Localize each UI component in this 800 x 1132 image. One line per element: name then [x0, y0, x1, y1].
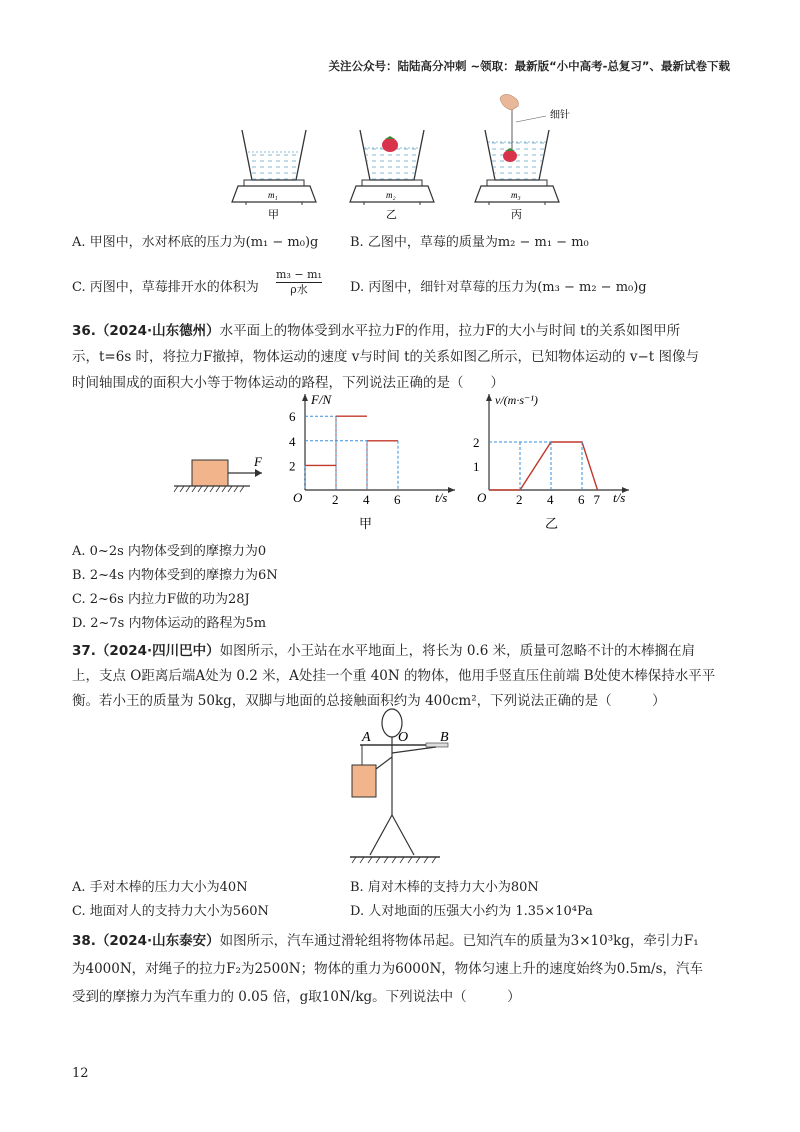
q36-line-3: 时间轴围成的面积大小等于物体运动的路程，下列说法正确的是（ ） — [72, 375, 504, 391]
q36-block-figure — [170, 450, 270, 500]
q36-option-c: C. 2~6s 内拉力F做的功为28J — [72, 592, 250, 607]
q37-option-b: B. 肩对木棒的支持力大小为80N — [350, 880, 539, 895]
q36-source: （2024·山东德州） — [95, 323, 220, 339]
yi-y-tick-label: 2 — [473, 435, 480, 450]
q37-option-d: D. 人对地面的压强大小约为 1.35×10⁴Pa — [350, 904, 593, 919]
jia-x-tick-label: 4 — [363, 492, 370, 507]
fig-label-bing: 丙 — [511, 209, 522, 221]
yi-x-tick-label: 2 — [516, 492, 523, 507]
graph-yi-xlabel: t/s — [613, 490, 626, 505]
q36-text-1: 水平面上的物体受到水平拉力F的作用，拉力F的大小与时间 t的关系如图甲所 — [219, 323, 681, 339]
graph-yi-caption: 乙 — [545, 516, 559, 531]
q37-line-1 — [72, 638, 695, 664]
jia-y-arrow — [302, 394, 308, 401]
fig-label-yi: 乙 — [386, 209, 397, 221]
q38-number: 38. — [72, 933, 96, 949]
q36-graph-yi — [465, 388, 650, 538]
graph-jia-ylabel: F/N — [311, 392, 332, 407]
yi-y-tick-label: 1 — [473, 459, 480, 474]
graph-jia-origin: O — [293, 490, 303, 505]
q35-option-b: B. 乙图中，草莓的质量为m₂ − m₁ − m₀ — [350, 235, 589, 250]
q36-graph-jia — [275, 388, 460, 538]
jia-x-arrow — [448, 487, 455, 493]
force-arrow-label: F — [254, 454, 262, 469]
graph-jia-xlabel: t/s — [435, 490, 448, 505]
label-b: B — [440, 730, 449, 745]
jia-y-tick-label: 6 — [289, 409, 296, 425]
needle-label: 细针 — [550, 110, 570, 121]
label-a: A — [362, 730, 371, 745]
jia-x-tick-label: 2 — [332, 492, 339, 507]
q37-figure — [340, 705, 460, 870]
q37-line-2: 上，支点 O距离后端A处为 0.2 米，A处挂一个重 40N 的物体，他用手竖直压住前端 B处使木棒保持水平平 — [72, 668, 716, 684]
label-o: O — [398, 730, 409, 745]
q38-line-3: 受到的摩擦力为汽车重力的 0.05 倍，g取10N/kg。下列说法中（ ） — [72, 989, 521, 1005]
yi-x-tick-label: 6 — [578, 492, 585, 507]
q36-line-2: 示，t=6s 时，将拉力F撤掉，物体运动的速度 v与时间 t的关系如图乙所示，已知物体运动的 v−t 图像与 — [72, 349, 699, 365]
q35-option-c: C. 丙图中，草莓排开水的体积为 — [72, 280, 259, 295]
graph-yi-origin: O — [477, 490, 487, 505]
jia-y-tick-label: 4 — [289, 433, 296, 449]
yi-x-tick-label: 7 — [593, 492, 600, 507]
q37-source: （2024·四川巴中） — [95, 643, 220, 659]
graph-yi-ylabel: v/(m·s⁻¹) — [495, 393, 538, 407]
q38-source: （2024·山东泰安） — [95, 933, 220, 949]
fraction-numerator: m₃ − m₁ — [276, 268, 322, 281]
yi-velocity-line — [489, 442, 598, 490]
q37-text-1: 如图所示，小王站在水平地面上，将长为 0.6 米，质量可忽略不计的木棒搁在肩 — [219, 643, 696, 659]
page-number: 12 — [72, 1066, 89, 1081]
mass-label-1: m₁ — [268, 190, 278, 200]
q35-option-c-fraction — [276, 268, 322, 297]
q36-line-1 — [72, 318, 680, 344]
q38-line-1 — [72, 928, 699, 954]
q35-figure — [220, 92, 580, 227]
q37-line-3: 衡。若小王的质量为 50kg，双脚与地面的总接触面积约为 400cm²，下列说法正确的是（ ） — [72, 693, 666, 709]
yi-x-tick-label: 4 — [547, 492, 554, 507]
yi-y-arrow — [486, 394, 492, 401]
q36-option-b: B. 2~4s 内物体受到的摩擦力为6N — [72, 568, 278, 583]
jia-y-tick-label: 2 — [289, 458, 296, 474]
fig-label-jia: 甲 — [268, 209, 279, 221]
graph-jia-caption: 甲 — [359, 516, 373, 531]
mass-label-2: m₂ — [386, 190, 396, 200]
q35-option-d: D. 丙图中，细针对草莓的压力为(m₃ − m₂ − m₀)g — [350, 280, 647, 295]
cup-bing — [475, 94, 559, 205]
page-header: 关注公众号：陆陆高分冲刺 ~领取：最新版“小中高考-总复习”、最新试卷下载 — [328, 59, 730, 73]
q36-option-d: D. 2~7s 内物体运动的路程为5m — [72, 616, 267, 631]
q37-number: 37. — [72, 643, 96, 659]
fraction-denominator: ρ水 — [290, 283, 308, 296]
q38-text-1: 如图所示，汽车通过滑轮组将物体吊起。已知汽车的质量为3×10³kg，牵引力F₁ — [219, 933, 699, 949]
q36-number: 36. — [72, 323, 96, 339]
mass-label-3: m₃ — [511, 190, 521, 200]
q38-line-2: 为4000N，对绳子的拉力F₂为2500N；物体的重力为6000N，物体匀速上升的速度始终为0.5m/s，汽车 — [72, 961, 704, 977]
q37-option-c: C. 地面对人的支持力大小为560N — [72, 904, 269, 919]
q35-option-a: A. 甲图中，水对杯底的压力为(m₁ − m₀)g — [72, 235, 319, 250]
q36-option-a: A. 0~2s 内物体受到的摩擦力为0 — [72, 544, 267, 559]
jia-x-tick-label: 6 — [394, 492, 401, 507]
q37-option-a: A. 手对木棒的压力大小为40N — [72, 880, 248, 895]
